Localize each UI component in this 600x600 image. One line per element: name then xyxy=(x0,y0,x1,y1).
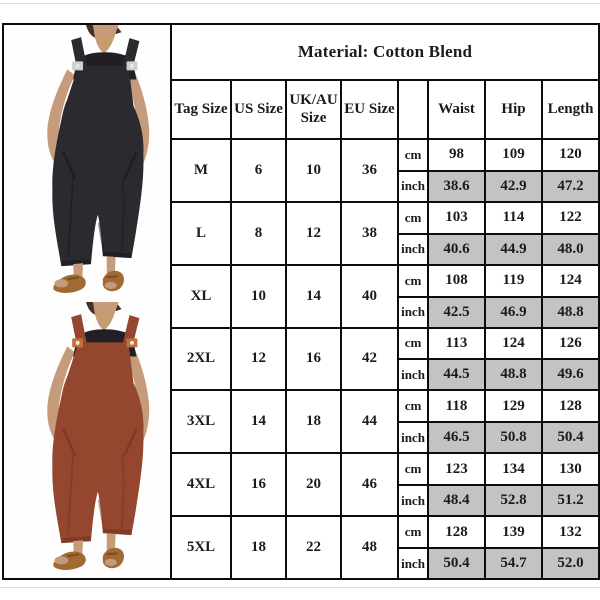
eu-size-cell: 46 xyxy=(341,453,398,516)
uk-au-size-cell: 18 xyxy=(286,390,341,453)
waist-cell: 103 xyxy=(428,202,485,234)
length-cell: 122 xyxy=(542,202,599,234)
length-cell: 49.6 xyxy=(542,359,599,390)
unit-cell: cm xyxy=(398,516,428,548)
tag-size-cell: 4XL xyxy=(171,453,231,516)
hip-cell: 139 xyxy=(485,516,542,548)
length-cell: 130 xyxy=(542,453,599,485)
uk-au-size-cell: 10 xyxy=(286,139,341,202)
eu-size-cell: 48 xyxy=(341,516,398,579)
uk-au-size-cell: 14 xyxy=(286,265,341,328)
us-size-cell: 16 xyxy=(231,453,286,516)
rust-jumpsuit-figure-icon xyxy=(4,302,170,579)
tag-size-cell: XL xyxy=(171,265,231,328)
unit-cell: inch xyxy=(398,234,428,265)
hip-cell: 46.9 xyxy=(485,297,542,328)
hip-cell: 134 xyxy=(485,453,542,485)
material-row xyxy=(3,24,599,80)
length-cell: 128 xyxy=(542,390,599,422)
unit-cell: cm xyxy=(398,390,428,422)
tag-size-cell: 2XL xyxy=(171,328,231,391)
top-edge-hairline xyxy=(0,3,600,4)
waist-cell: 128 xyxy=(428,516,485,548)
us-size-cell: 12 xyxy=(231,328,286,391)
waist-cell: 48.4 xyxy=(428,485,485,516)
length-cell: 124 xyxy=(542,265,599,297)
waist-cell: 40.6 xyxy=(428,234,485,265)
waist-cell: 113 xyxy=(428,328,485,360)
product-photo-black-jumpsuit xyxy=(4,25,170,302)
waist-cell: 44.5 xyxy=(428,359,485,390)
hip-cell: 50.8 xyxy=(485,422,542,453)
length-cell: 52.0 xyxy=(542,548,599,579)
unit-cell: inch xyxy=(398,171,428,202)
eu-size-cell: 44 xyxy=(341,390,398,453)
material-header: Material: Cotton Blend xyxy=(171,24,599,80)
length-cell: 51.2 xyxy=(542,485,599,516)
hip-cell: 119 xyxy=(485,265,542,297)
uk-au-size-cell: 12 xyxy=(286,202,341,265)
col-header-eu-size: EU Size xyxy=(341,80,398,139)
hip-cell: 114 xyxy=(485,202,542,234)
waist-cell: 46.5 xyxy=(428,422,485,453)
length-cell: 48.0 xyxy=(542,234,599,265)
size-chart-table xyxy=(2,23,600,580)
unit-cell: inch xyxy=(398,485,428,516)
waist-cell: 50.4 xyxy=(428,548,485,579)
col-header-hip: Hip xyxy=(485,80,542,139)
eu-size-cell: 40 xyxy=(341,265,398,328)
us-size-cell: 10 xyxy=(231,265,286,328)
eu-size-cell: 38 xyxy=(341,202,398,265)
us-size-cell: 18 xyxy=(231,516,286,579)
unit-cell: inch xyxy=(398,359,428,390)
hip-cell: 42.9 xyxy=(485,171,542,202)
col-header-length: Length xyxy=(542,80,599,139)
length-cell: 132 xyxy=(542,516,599,548)
waist-cell: 98 xyxy=(428,139,485,171)
unit-cell: cm xyxy=(398,265,428,297)
unit-cell: inch xyxy=(398,297,428,328)
unit-cell: inch xyxy=(398,422,428,453)
product-photo-rust-jumpsuit xyxy=(4,302,170,579)
unit-cell: cm xyxy=(398,328,428,360)
tag-size-cell: L xyxy=(171,202,231,265)
col-header-waist: Waist xyxy=(428,80,485,139)
uk-au-size-cell: 22 xyxy=(286,516,341,579)
product-photos-cell xyxy=(3,24,171,579)
us-size-cell: 6 xyxy=(231,139,286,202)
us-size-cell: 14 xyxy=(231,390,286,453)
hip-cell: 52.8 xyxy=(485,485,542,516)
hip-cell: 129 xyxy=(485,390,542,422)
hip-cell: 48.8 xyxy=(485,359,542,390)
hip-cell: 44.9 xyxy=(485,234,542,265)
size-chart-body xyxy=(3,24,599,579)
eu-size-cell: 36 xyxy=(341,139,398,202)
unit-cell: inch xyxy=(398,548,428,579)
product-photos xyxy=(4,25,170,578)
unit-cell: cm xyxy=(398,453,428,485)
black-jumpsuit-figure-icon xyxy=(4,25,170,302)
eu-size-cell: 42 xyxy=(341,328,398,391)
col-header-unit xyxy=(398,80,428,139)
uk-au-size-cell: 20 xyxy=(286,453,341,516)
tag-size-cell: 5XL xyxy=(171,516,231,579)
hip-cell: 124 xyxy=(485,328,542,360)
hip-cell: 109 xyxy=(485,139,542,171)
waist-cell: 38.6 xyxy=(428,171,485,202)
length-cell: 126 xyxy=(542,328,599,360)
unit-cell: cm xyxy=(398,202,428,234)
length-cell: 120 xyxy=(542,139,599,171)
unit-cell: cm xyxy=(398,139,428,171)
length-cell: 50.4 xyxy=(542,422,599,453)
waist-cell: 123 xyxy=(428,453,485,485)
col-header-uk-au-size: UK/AU Size xyxy=(286,80,341,139)
col-header-us-size: US Size xyxy=(231,80,286,139)
tag-size-cell: 3XL xyxy=(171,390,231,453)
hip-cell: 54.7 xyxy=(485,548,542,579)
uk-au-size-cell: 16 xyxy=(286,328,341,391)
waist-cell: 108 xyxy=(428,265,485,297)
length-cell: 48.8 xyxy=(542,297,599,328)
waist-cell: 42.5 xyxy=(428,297,485,328)
waist-cell: 118 xyxy=(428,390,485,422)
bottom-edge-hairline xyxy=(0,587,600,588)
us-size-cell: 8 xyxy=(231,202,286,265)
tag-size-cell: M xyxy=(171,139,231,202)
col-header-tag-size: Tag Size xyxy=(171,80,231,139)
length-cell: 47.2 xyxy=(542,171,599,202)
